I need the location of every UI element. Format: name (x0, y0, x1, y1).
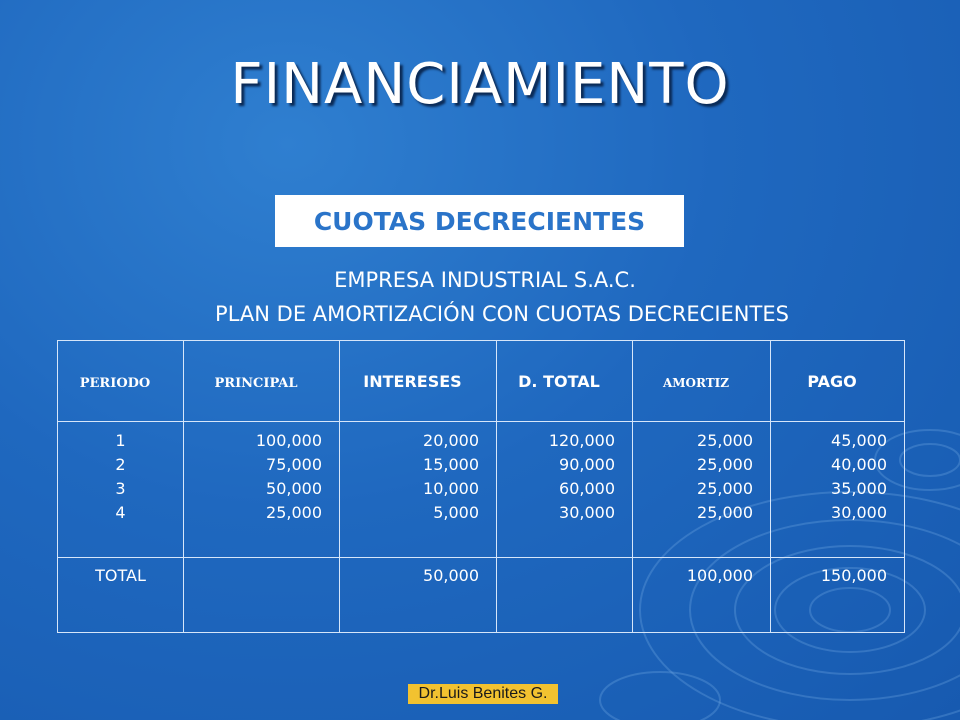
cell-value: 25,000 (266, 503, 322, 522)
cell-value: 10,000 (423, 479, 479, 498)
header-periodo: PERIODO (58, 341, 184, 422)
plan-title: PLAN DE AMORTIZACIÓN CON CUOTAS DECRECIENTES (215, 302, 789, 326)
amortization-table (57, 340, 905, 633)
total-pago: 150,000 (771, 558, 905, 633)
total-d-total (497, 558, 633, 633)
pago-cell (771, 422, 905, 558)
d-total-cell (497, 422, 633, 558)
cell-value: 40,000 (831, 455, 887, 474)
cell-value: 60,000 (559, 479, 615, 498)
cell-value: 25,000 (697, 503, 753, 522)
company-name: EMPRESA INDUSTRIAL S.A.C. (334, 268, 636, 292)
total-intereses: 50,000 (340, 558, 497, 633)
total-principal (184, 558, 340, 633)
header-d-total: D. TOTAL (497, 341, 633, 422)
cell-value: 1 (115, 431, 126, 450)
cell-value: 15,000 (423, 455, 479, 474)
header-amortiz: AMORTIZ (633, 341, 771, 422)
cell-value: 100,000 (255, 431, 322, 450)
table-header-row (58, 341, 905, 422)
cell-value: 120,000 (548, 431, 615, 450)
cell-value: 35,000 (831, 479, 887, 498)
cell-value: 20,000 (423, 431, 479, 450)
periodo-cell (58, 422, 184, 558)
cell-value: 45,000 (831, 431, 887, 450)
cell-value: 2 (115, 455, 126, 474)
header-pago: PAGO (771, 341, 905, 422)
cell-value: 30,000 (559, 503, 615, 522)
intereses-cell (340, 422, 497, 558)
cell-value: 30,000 (831, 503, 887, 522)
slide-title: FINANCIAMIENTO (230, 52, 730, 117)
subtitle-box (275, 195, 684, 247)
cell-value: 4 (115, 503, 126, 522)
amortiz-cell (633, 422, 771, 558)
cell-value: 3 (115, 479, 126, 498)
cell-value: 5,000 (433, 503, 479, 522)
cell-value: 75,000 (266, 455, 322, 474)
header-principal: PRINCIPAL (184, 341, 340, 422)
total-amortiz: 100,000 (633, 558, 771, 633)
cell-value: 25,000 (697, 479, 753, 498)
table-row (58, 422, 905, 558)
total-label: TOTAL (58, 558, 184, 633)
table-total-row (58, 558, 905, 633)
header-intereses: INTERESES (340, 341, 497, 422)
subtitle-text: CUOTAS DECRECIENTES (313, 206, 646, 236)
principal-cell (184, 422, 340, 558)
author-footer: Dr.Luis Benites G. (408, 684, 558, 704)
cell-value: 25,000 (697, 431, 753, 450)
cell-value: 50,000 (266, 479, 322, 498)
cell-value: 90,000 (559, 455, 615, 474)
cell-value: 25,000 (697, 455, 753, 474)
